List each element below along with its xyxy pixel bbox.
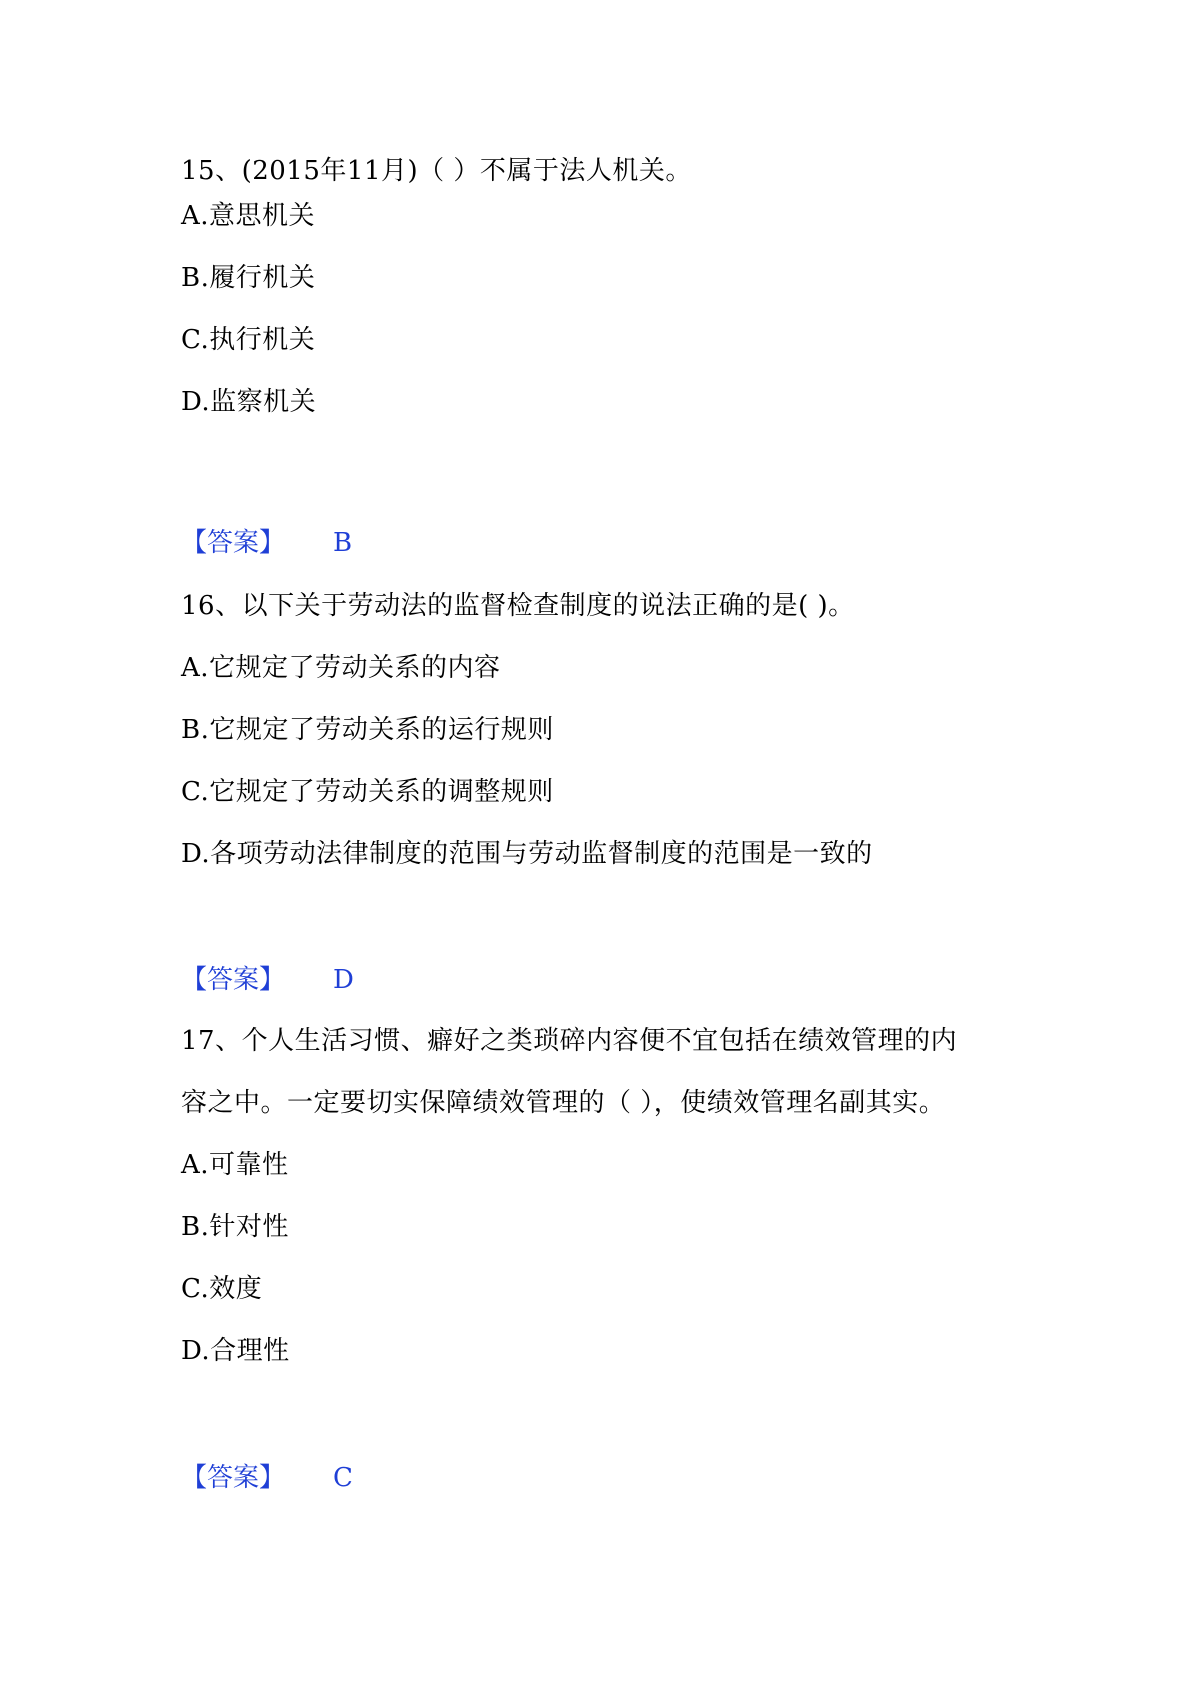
question-17-option-d: D.合理性 xyxy=(181,1336,290,1366)
question-17-stem-line-1: 17、个人生活习惯、癖好之类琐碎内容便不宜包括在绩效管理的内 xyxy=(181,1026,958,1056)
answer-value: C xyxy=(333,1463,353,1493)
question-16-option-d: D.各项劳动法律制度的范围与劳动监督制度的范围是一致的 xyxy=(181,839,873,869)
question-16-option-a: A.它规定了劳动关系的内容 xyxy=(181,653,501,683)
question-17-option-b: B.针对性 xyxy=(181,1212,289,1242)
question-16-answer xyxy=(181,964,354,996)
answer-label: 【答案】 xyxy=(181,528,286,558)
question-17-answer xyxy=(181,1462,353,1494)
question-15-answer xyxy=(181,527,352,559)
question-15-stem: 15、(2015年11月)（ ）不属于法人机关。 xyxy=(181,156,692,186)
question-17-stem-line-2: 容之中。一定要切实保障绩效管理的（ ），使绩效管理名副其实。 xyxy=(181,1088,946,1118)
answer-label: 【答案】 xyxy=(181,965,286,995)
question-16-stem: 16、以下关于劳动法的监督检查制度的说法正确的是( )。 xyxy=(181,591,855,621)
question-15-option-c: C.执行机关 xyxy=(181,325,316,355)
answer-value: D xyxy=(333,965,354,995)
question-15-option-b: B.履行机关 xyxy=(181,263,316,293)
question-15-option-a: A.意思机关 xyxy=(181,201,316,231)
question-17-option-c: C.效度 xyxy=(181,1274,263,1304)
answer-value: B xyxy=(333,528,353,558)
answer-label: 【答案】 xyxy=(181,1463,286,1493)
question-15-option-d: D.监察机关 xyxy=(181,387,317,417)
question-16-option-b: B.它规定了劳动关系的运行规则 xyxy=(181,715,554,745)
question-17-option-a: A.可靠性 xyxy=(181,1150,289,1180)
question-16-option-c: C.它规定了劳动关系的调整规则 xyxy=(181,777,554,807)
